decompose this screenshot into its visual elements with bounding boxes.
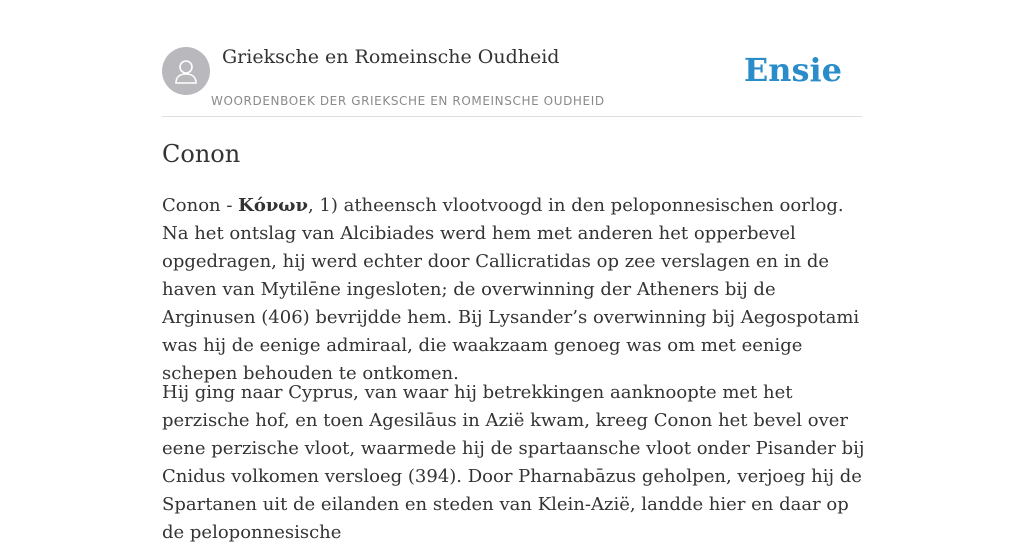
source-subtitle: WOORDENBOEK DER GRIEKSCHE EN ROMEINSCHE OUDHEID [211, 94, 605, 108]
ensie-logo-link[interactable]: Ensie [743, 51, 842, 89]
entry-paragraph: Hij ging naar Cyprus, van waar hij betrekkingen aanknoopte met het perzische hof, en toen Agesilāus in Azië kwam, kreeg Conon het bevel over eene perzische vloot, waarmede hij de spartaansche vloot onder Pisander bij Cnidus volkomen versloeg (394). Door Pharnabāzus geholpen, verjoeg hij de Spartanen uit de eilanden en steden van Klein-Azië, landde hier en daar op de peloponnesische [162, 382, 865, 543]
entry-lead: Conon - [162, 195, 239, 216]
entry-paragraph [162, 192, 870, 388]
source-title[interactable]: Grieksche en Romeinsche Oudheid [222, 46, 560, 68]
greek-name: Κόνων [238, 195, 308, 216]
avatar[interactable] [162, 47, 210, 95]
source-header [162, 0, 862, 117]
entry-title: Conon [162, 140, 241, 168]
user-icon [171, 56, 201, 86]
page-content [162, 0, 865, 543]
entry-text: , 1) atheensch vlootvoogd in den peloponnesischen oorlog. Na het ontslag van Alcibiades werd hem met anderen het opperbevel opgedragen, hij werd echter door Callicratidas op zee verslagen en in de haven van Mytilēne ingesloten; de overwinning der Atheners bij de Arginusen (406) bevrijdde hem. Bij Lysander’s overwinning bij Aegospotami was hij de eenige admiraal, die waakzaam genoeg was om met eenige schepen behouden te ontkomen. [162, 195, 860, 384]
